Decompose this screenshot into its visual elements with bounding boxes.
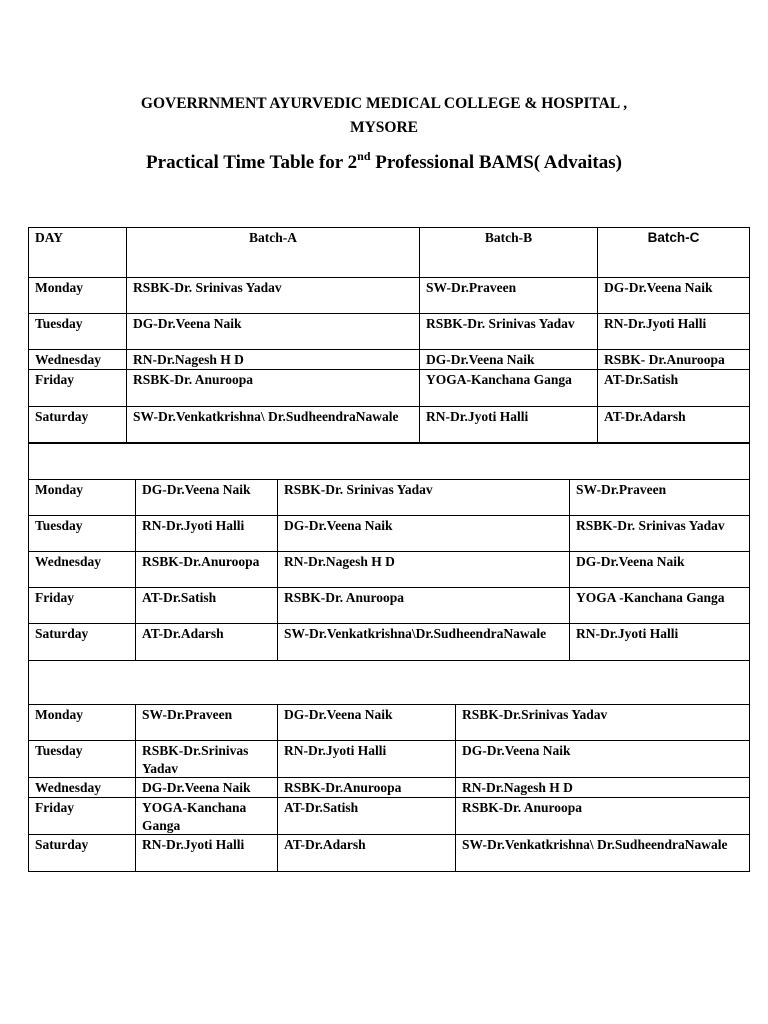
table-row — [29, 835, 750, 872]
batch-cell: DG-Dr.Veena Naik — [456, 741, 750, 778]
batch-cell: RN-Dr.Jyoti Halli — [136, 516, 278, 552]
timetable-block-2 — [28, 443, 750, 661]
batch-cell: RSBK-Dr. Srinivas Yadav — [420, 314, 598, 350]
table-row — [29, 516, 750, 552]
batch-cell: RSBK-Dr. Srinivas Yadav — [278, 480, 570, 516]
day-cell: Wednesday — [29, 552, 136, 588]
batch-cell: AT-Dr.Adarsh — [598, 407, 750, 443]
timetable-block-2-body — [29, 444, 750, 661]
batch-cell: RN-Dr.Jyoti Halli — [278, 741, 456, 778]
spacer-row — [29, 661, 750, 705]
batch-cell: SW-Dr.Praveen — [420, 278, 598, 314]
batch-cell: AT-Dr.Adarsh — [278, 835, 456, 872]
table-row — [29, 741, 750, 778]
day-cell: Wednesday — [29, 778, 136, 798]
batch-cell: RN-Dr.Jyoti Halli — [136, 835, 278, 872]
table-row — [29, 778, 750, 798]
table-row — [29, 370, 750, 407]
day-cell: Monday — [29, 480, 136, 516]
batch-cell: RN-Dr.Jyoti Halli — [598, 314, 750, 350]
day-cell: Wednesday — [29, 350, 127, 370]
timetable-block-1 — [28, 227, 750, 443]
batch-c-header: Batch-C — [598, 228, 750, 278]
batch-cell: RSBK-Dr.Anuroopa — [278, 778, 456, 798]
table-row — [29, 407, 750, 443]
batch-cell: RSBK-Dr.Anuroopa — [136, 552, 278, 588]
batch-cell: AT-Dr.Satish — [136, 588, 278, 624]
batch-cell: RSBK-Dr.Srinivas Yadav — [136, 741, 278, 778]
batch-cell: SW-Dr.Venkatkrishna\ Dr.SudheendraNawale — [456, 835, 750, 872]
day-cell: Monday — [29, 705, 136, 741]
batch-cell: RSBK- Dr.Anuroopa — [598, 350, 750, 370]
batch-cell: DG-Dr.Veena Naik — [127, 314, 420, 350]
batch-cell: SW-Dr.Venkatkrishna\ Dr.SudheendraNawale — [127, 407, 420, 443]
batch-cell: RSBK-Dr. Anuroopa — [278, 588, 570, 624]
batch-cell: RSBK-Dr. Srinivas Yadav — [127, 278, 420, 314]
table-row — [29, 350, 750, 370]
title-suffix: Professional BAMS( Advaitas) — [370, 152, 622, 173]
batch-cell: AT-Dr.Adarsh — [136, 624, 278, 661]
batch-cell: DG-Dr.Veena Naik — [420, 350, 598, 370]
header-row — [29, 228, 750, 278]
spacer-cell — [29, 444, 750, 480]
batch-cell: RSBK-Dr. Anuroopa — [127, 370, 420, 407]
batch-cell: YOGA-Kanchana Ganga — [420, 370, 598, 407]
title-superscript: nd — [357, 149, 371, 163]
batch-cell: DG-Dr.Veena Naik — [598, 278, 750, 314]
day-cell: Friday — [29, 798, 136, 835]
day-cell: Saturday — [29, 835, 136, 872]
table-row — [29, 798, 750, 835]
batch-cell: RN-Dr.Jyoti Halli — [420, 407, 598, 443]
batch-cell: DG-Dr.Veena Naik — [136, 480, 278, 516]
day-cell: Tuesday — [29, 314, 127, 350]
batch-cell: DG-Dr.Veena Naik — [136, 778, 278, 798]
timetable-block-3-body — [29, 661, 750, 872]
day-cell: Saturday — [29, 407, 127, 443]
day-cell: Saturday — [29, 624, 136, 661]
table-row — [29, 480, 750, 516]
timetable-block-1-body — [29, 228, 750, 443]
day-cell: Monday — [29, 278, 127, 314]
batch-cell: DG-Dr.Veena Naik — [570, 552, 750, 588]
batch-b-header: Batch-B — [420, 228, 598, 278]
batch-cell: SW-Dr.Venkatkrishna\Dr.SudheendraNawale — [278, 624, 570, 661]
day-cell: Friday — [29, 370, 127, 407]
day-cell: Tuesday — [29, 741, 136, 778]
batch-cell: AT-Dr.Satish — [278, 798, 456, 835]
spacer-cell — [29, 661, 750, 705]
day-header: DAY — [29, 228, 127, 278]
day-cell: Friday — [29, 588, 136, 624]
day-cell: Tuesday — [29, 516, 136, 552]
batch-cell: RN-Dr.Jyoti Halli — [570, 624, 750, 661]
college-name: GOVERRNMENT AYURVEDIC MEDICAL COLLEGE & HOSPITAL , — [140, 95, 628, 112]
table-row — [29, 624, 750, 661]
batch-cell: RN-Dr.Nagesh H D — [278, 552, 570, 588]
table-row — [29, 552, 750, 588]
spacer-row — [29, 444, 750, 480]
timetable-block-3 — [28, 660, 750, 872]
batch-cell: DG-Dr.Veena Naik — [278, 516, 570, 552]
title-prefix: Practical Time Table for 2 — [146, 152, 358, 173]
batch-cell: AT-Dr.Satish — [598, 370, 750, 407]
table-row — [29, 705, 750, 741]
batch-cell: RN-Dr.Nagesh H D — [127, 350, 420, 370]
batch-cell: YOGA -Kanchana Ganga — [570, 588, 750, 624]
batch-cell: SW-Dr.Praveen — [570, 480, 750, 516]
batch-cell: DG-Dr.Veena Naik — [278, 705, 456, 741]
table-row — [29, 588, 750, 624]
batch-cell: RSBK-Dr. Srinivas Yadav — [570, 516, 750, 552]
batch-cell: RSBK-Dr. Anuroopa — [456, 798, 750, 835]
batch-cell: SW-Dr.Praveen — [136, 705, 278, 741]
table-row — [29, 314, 750, 350]
batch-cell: RSBK-Dr.Srinivas Yadav — [456, 705, 750, 741]
batch-cell: RN-Dr.Nagesh H D — [456, 778, 750, 798]
page-title — [0, 149, 768, 174]
batch-a-header: Batch-A — [127, 228, 420, 278]
college-city: MYSORE — [349, 119, 419, 136]
batch-cell: YOGA-Kanchana Ganga — [136, 798, 278, 835]
table-row — [29, 278, 750, 314]
